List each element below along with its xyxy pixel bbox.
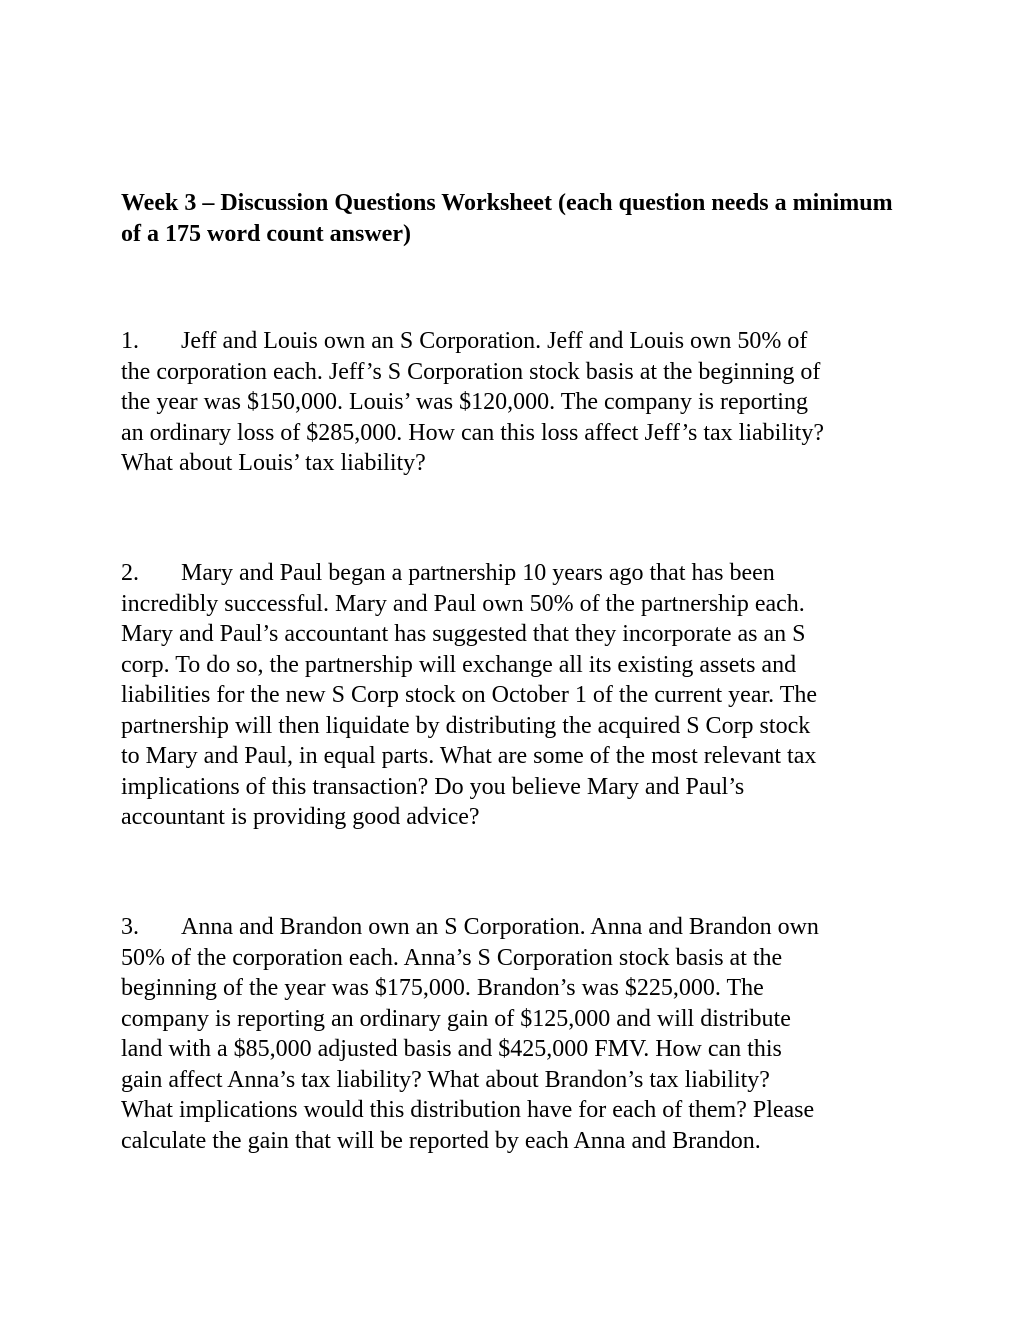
question-2: [121, 558, 921, 833]
question-3-number: 3.: [121, 914, 139, 940]
question-1: [121, 326, 921, 479]
question-2-text: Mary and Paul began a partnership 10 years ago that has been incredibly successful. Mary and Paul own 50% of the partnership each. Mary and Paul’s accountant has suggested that they incorporate as an S corp. To do so, the partnership will exchange all its existing assets and liabilities for the new S Corp stock on October 1 of the current year. The partnership will then liquidate by distributing the acquired S Corp stock to Mary and Paul, in equal parts. What are some of the most relevant tax implications of this transaction? Do you believe Mary and Paul’s accountant is providing good advice?: [121, 560, 818, 830]
question-3-text: Anna and Brandon own an S Corporation. Anna and Brandon own 50% of the corporation each. Anna’s S Corporation stock basis at the beginning of the year was $175,000. Brandon’s was $225,000. The company is reporting an ordinary gain of $125,000 and will distribute land with a $85,000 adjusted basis and $425,000 FMV. How can this gain affect Anna’s tax liability? What about Brandon’s tax liability? What implications would this distribution have for each of them? Please calculate the gain that will be reported by each Anna and Brandon.: [121, 914, 819, 1154]
worksheet-title: Week 3 – Discussion Questions Worksheet (each question needs a minimum of a 175 word count answer): [121, 190, 893, 247]
question-1-number: 1.: [121, 328, 139, 354]
question-2-number: 2.: [121, 560, 139, 586]
question-3: [121, 912, 921, 1156]
question-1-text: Jeff and Louis own an S Corporation. Jeff and Louis own 50% of the corporation each. Jeff’s S Corporation stock basis at the beginning of the year was $150,000. Louis’ was $120,000. The company is reporting an ordinary loss of $285,000. How can this loss affect Jeff’s tax liability? What about Louis’ tax liability?: [121, 328, 824, 476]
